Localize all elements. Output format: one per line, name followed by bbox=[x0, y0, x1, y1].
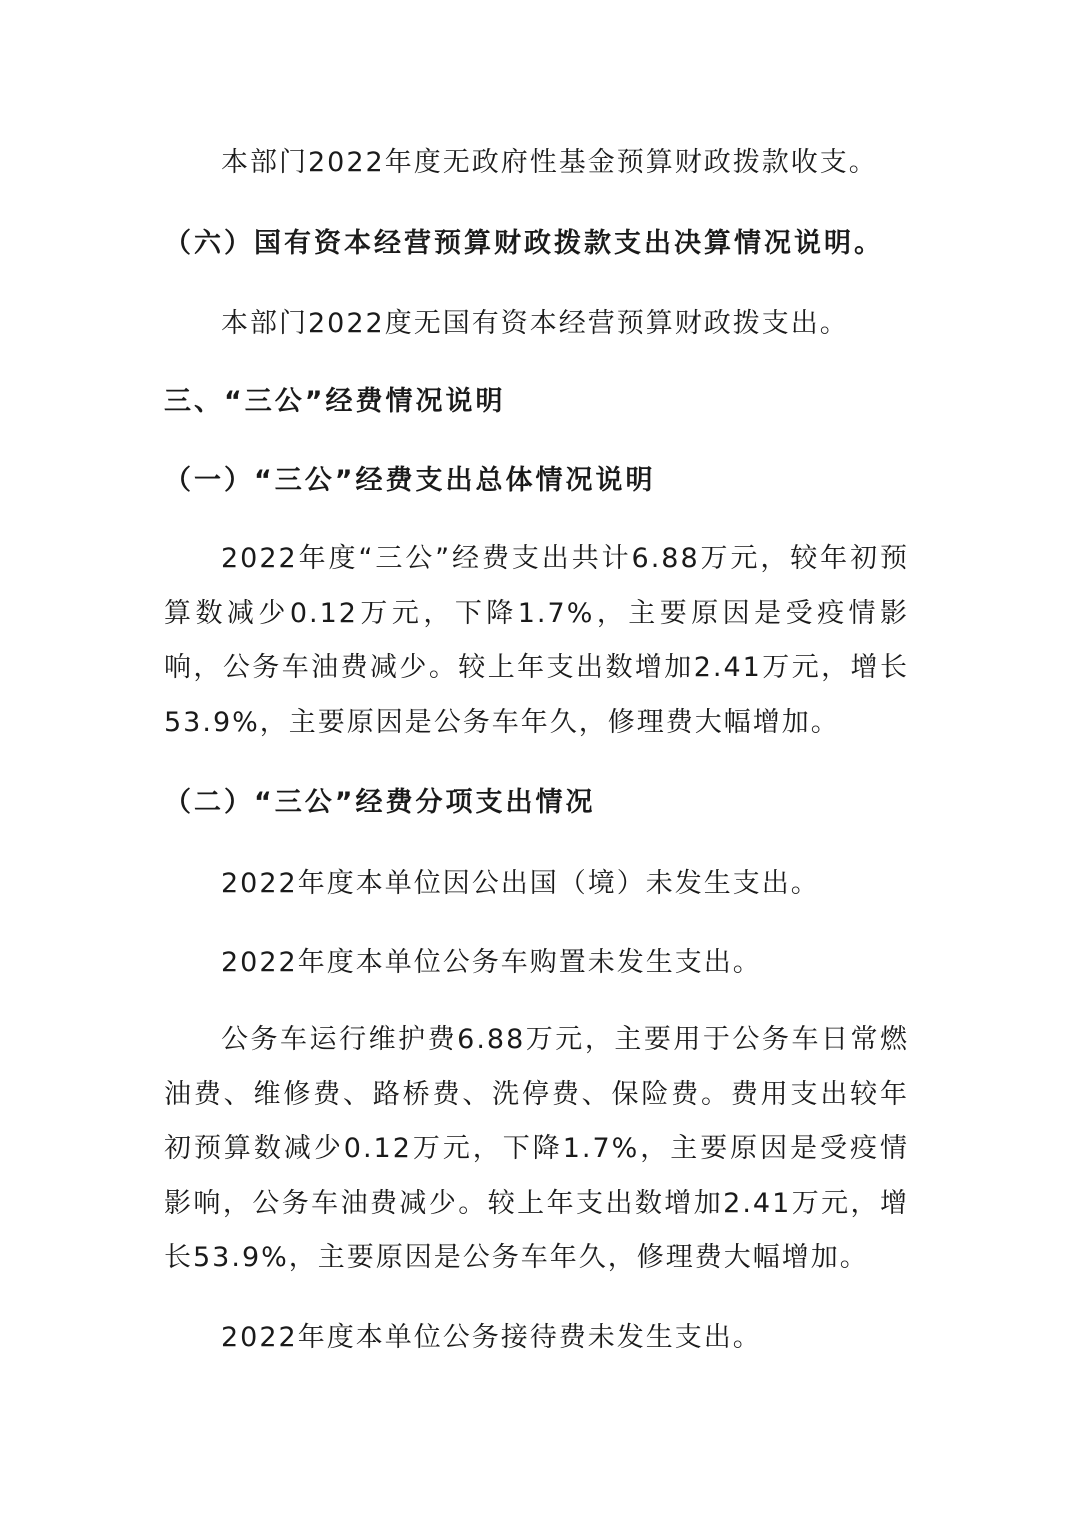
paragraph-state-capital: 本部门2022度无国有资本经营预算财政拨支出。 bbox=[221, 308, 849, 339]
paragraph-overall-expenses: 2022年度“三公”经费支出共计6.88万元，较年初预算数减少0.12万元，下降1.7%，主要原因是受疫情影响，公务车油费减少。较上年支出数增加2.41万元，增长53.9%，主要原因是公务车年久，修理费大幅增加。 bbox=[164, 543, 909, 738]
paragraph-reception: 2022年度本单位公务接待费未发生支出。 bbox=[221, 1322, 762, 1353]
paragraph-government-fund: 本部门2022年度无政府性基金预算财政拨款收支。 bbox=[221, 147, 878, 178]
heading-state-capital: （六）国有资本经营预算财政拨款支出决算情况说明。 bbox=[164, 228, 884, 259]
heading-overall-expenses: （一）“三公”经费支出总体情况说明 bbox=[164, 465, 656, 496]
paragraph-vehicle-purchase: 2022年度本单位公务车购置未发生支出。 bbox=[221, 947, 762, 978]
paragraph-vehicle-operation: 公务车运行维护费6.88万元，主要用于公务车日常燃油费、维修费、路桥费、洗停费、保险费。费用支出较年初预算数减少0.12万元，下降1.7%，主要原因是受疫情影响，公务车油费减少。较上年支出数增加2.41万元，增长53.9%，主要原因是公务车年久，修理费大幅增加。 bbox=[164, 1024, 909, 1273]
paragraph-overseas-travel: 2022年度本单位因公出国（境）未发生支出。 bbox=[221, 868, 820, 899]
heading-itemized-expenses: （二）“三公”经费分项支出情况 bbox=[164, 787, 596, 818]
heading-three-public-expenses: 三、“三公”经费情况说明 bbox=[164, 386, 506, 417]
